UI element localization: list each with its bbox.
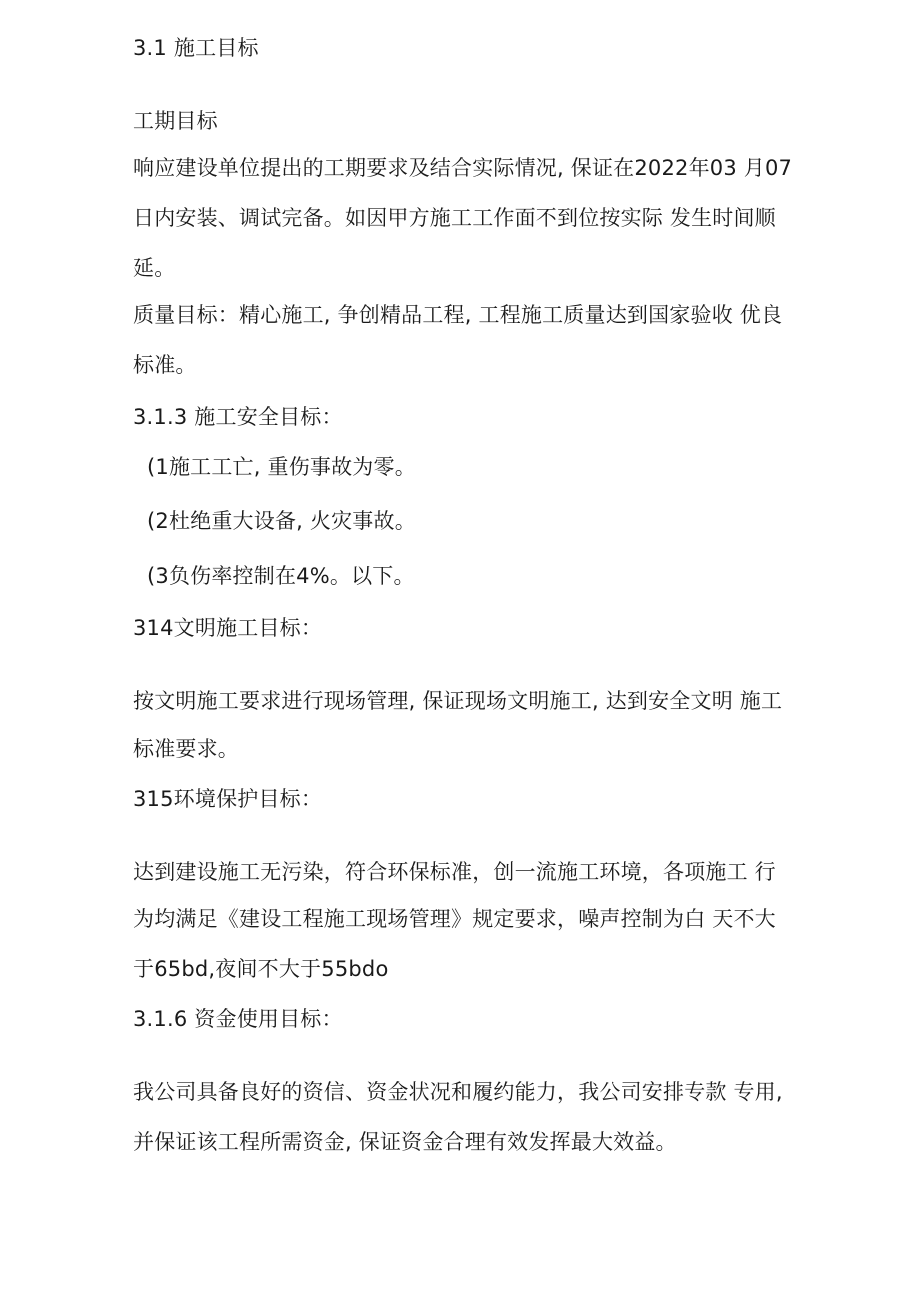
paragraph-line: 日内安装、调试完备。如因甲方施工工作面不到位按实际 发生时间顺 bbox=[133, 206, 776, 230]
section-heading-3-1: 3.1 施工目标 bbox=[133, 36, 259, 60]
paragraph-line: 响应建设单位提出的工期要求及结合实际情况, 保证在2022年03 月07 bbox=[133, 156, 793, 180]
paragraph-line: 并保证该工程所需资金, 保证资金合理有效发挥最大效益。 bbox=[133, 1130, 677, 1154]
paragraph-line: 按文明施工要求进行现场管理, 保证现场文明施工, 达到安全文明 施工 bbox=[133, 689, 783, 713]
paragraph-line: 我公司具备良好的资信、资金状况和履约能力，我公司安排专款 专用, bbox=[133, 1080, 783, 1104]
list-item: (1施工工亡, 重伤事故为零。 bbox=[147, 455, 416, 479]
section-heading-3-1-5: 315环境保护目标： bbox=[133, 787, 323, 811]
subheading-schedule-goal: 工期目标 bbox=[133, 109, 218, 133]
section-heading-3-1-3: 3.1.3 施工安全目标： bbox=[133, 405, 343, 429]
list-item: (2杜绝重大设备, 火灾事故。 bbox=[147, 509, 416, 533]
list-item: (3负伤率控制在4%。以下。 bbox=[147, 564, 415, 588]
paragraph-line: 标准要求。 bbox=[133, 737, 239, 761]
paragraph-line: 延。 bbox=[133, 256, 176, 280]
section-heading-3-1-4: 314文明施工目标： bbox=[133, 616, 323, 640]
section-heading-3-1-6: 3.1.6 资金使用目标： bbox=[133, 1007, 343, 1031]
paragraph-line: 于65bd,夜间不大于55bdo bbox=[133, 957, 389, 981]
paragraph-line: 达到建设施工无污染，符合环保标准，创一流施工环境，各项施工 行 bbox=[133, 860, 776, 884]
paragraph-line: 标准。 bbox=[133, 353, 197, 377]
paragraph-line: 为均满足《建设工程施工现场管理》规定要求，噪声控制为白 天不大 bbox=[133, 907, 776, 931]
paragraph-line: 质量目标：精心施工, 争创精品工程, 工程施工质量达到国家验收 优良 bbox=[133, 303, 783, 327]
